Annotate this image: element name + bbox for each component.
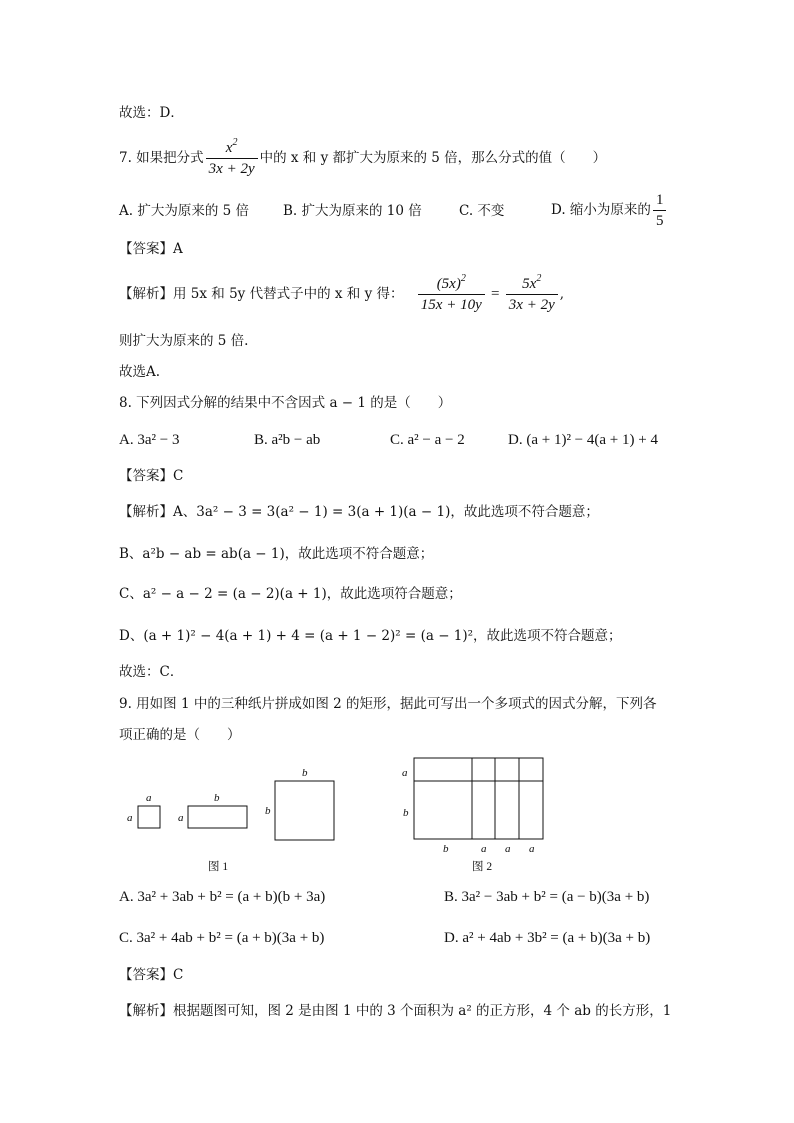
q7-fraction [206,139,258,178]
q7-stem [119,136,606,180]
q7-option-d-text: D. 缩小为原来的 [551,202,651,218]
q7-result: 故选A. [119,364,161,380]
fig2-left-label-b: b [403,807,409,819]
q7-analysis-eq: = [491,286,500,302]
q8-analysis-d: D、(a + 1)² − 4(a + 1) + 4 = (a + 1 − 2)² = (a − 1)²，故此选项不符合题意； [119,628,622,644]
q7-frac2-den: 3x + 2y [508,297,555,313]
q7-frac1-den: 15x + 10y [420,297,482,313]
q7-frac1-num-exp: 2 [460,273,466,284]
q7-frac2-num: 5x [522,276,537,292]
fig1-big-square-left-label: b [265,805,271,817]
fig1-big-square-top-label: b [302,767,308,779]
q7-frac-num-exp: 2 [232,137,238,148]
q7-option-d-den: 5 [655,213,664,229]
q7-analysis [119,272,564,316]
q7-option-b: B. 扩大为原来的 10 倍 [283,203,422,219]
q7-answer: 【答案】A [119,241,183,257]
q8-option-c: C. a² − a − 2 [390,432,465,448]
fig2-outer-rect [414,758,543,839]
q7-frac-den: 3x + 2y [208,161,255,177]
fig2-caption: 图 2 [472,861,493,873]
fig2-bottom-label-a3: a [529,843,535,855]
q9-stem-line2: 项正确的是（ ） [119,727,241,743]
q9-option-b: B. 3a² − 3ab + b² = (a − b)(3a + b) [444,889,650,905]
figure-2 [402,758,543,873]
fig1-small-square [138,806,160,828]
q7-frac-num: x [225,140,233,156]
fig1-rectangle-top-label: b [214,792,220,804]
q9-option-c: C. 3a² + 4ab + b² = (a + b)(3a + b) [119,930,325,946]
q9-stem-line1: 9. 用如图 1 中的三种纸片拼成如图 2 的矩形，据此可写出一个多项式的因式分解，下列各 [119,696,657,712]
fig1-caption: 图 1 [208,861,229,873]
fig1-rectangle-left-label: a [178,812,184,824]
q7-conclusion: 则扩大为原来的 5 倍. [119,333,249,349]
fig2-bottom-label-a2: a [505,843,511,855]
q9-analysis: 【解析】根据题图可知，图 2 是由图 1 中的 3 个面积为 a² 的正方形，4 个 ab 的长方形，1 [119,1003,672,1019]
q7-analysis-prefix: 【解析】用 5x 和 5y 代替式子中的 x 和 y 得： [119,286,404,302]
q9-option-a: A. 3a² + 3ab + b² = (a + b)(b + 3a) [119,889,326,905]
q7-frac1-num: (5x) [436,276,461,292]
fig1-small-square-top-label: a [146,792,152,804]
q8-option-d: D. (a + 1)² − 4(a + 1) + 4 [508,432,658,448]
q7-stem-b: 中的 x 和 y 都扩大为原来的 5 倍，那么分式的值（ ） [259,150,607,166]
q7-frac2-num-exp: 2 [536,273,542,284]
q8-result: 故选：C． [119,664,184,680]
fig1-big-square [275,781,334,840]
q7-stem-a: 7. 如果把分式 [119,150,204,166]
fig2-bottom-label-b: b [443,843,449,855]
q7-analysis-frac1 [418,275,485,314]
q9-option-d: D. a² + 4ab + 3b² = (a + b)(3a + b) [444,930,651,946]
fig1-rectangle [188,806,247,828]
q6-result: 故选：D． [119,105,184,121]
fig2-left-label-a: a [402,767,408,779]
q7-analysis-frac2 [506,275,558,314]
q7-analysis-comma: , [559,286,565,302]
q7-option-c: C. 不变 [459,203,505,219]
q7-option-d [551,190,668,230]
q7-option-a: A. 扩大为原来的 5 倍 [119,203,250,219]
q8-stem: 8. 下列因式分解的结果中不含因式 a − 1 的是（ ） [119,395,452,411]
q8-option-a: A. 3a² − 3 [119,432,180,448]
fig1-small-square-left-label: a [127,812,133,824]
q9-answer: 【答案】C [119,967,184,983]
figure-1 [127,767,334,873]
fig2-bottom-label-a1: a [481,843,487,855]
q7-option-d-num: 1 [653,191,667,211]
q9-figures [0,750,794,880]
q8-analysis-c: C、a² − a − 2 = (a − 2)(a + 1)，故此选项符合题意； [119,586,462,602]
q8-analysis-b: B、a²b − ab = ab(a − 1)，故此选项不符合题意； [119,546,434,562]
q8-answer: 【答案】C [119,468,184,484]
q8-analysis-a: 【解析】A、3a² − 3 = 3(a² − 1) = 3(a + 1)(a − 1)，故此选项不符合题意； [119,504,599,520]
q7-option-d-fraction [653,191,667,230]
q8-option-b: B. a²b − ab [254,432,321,448]
